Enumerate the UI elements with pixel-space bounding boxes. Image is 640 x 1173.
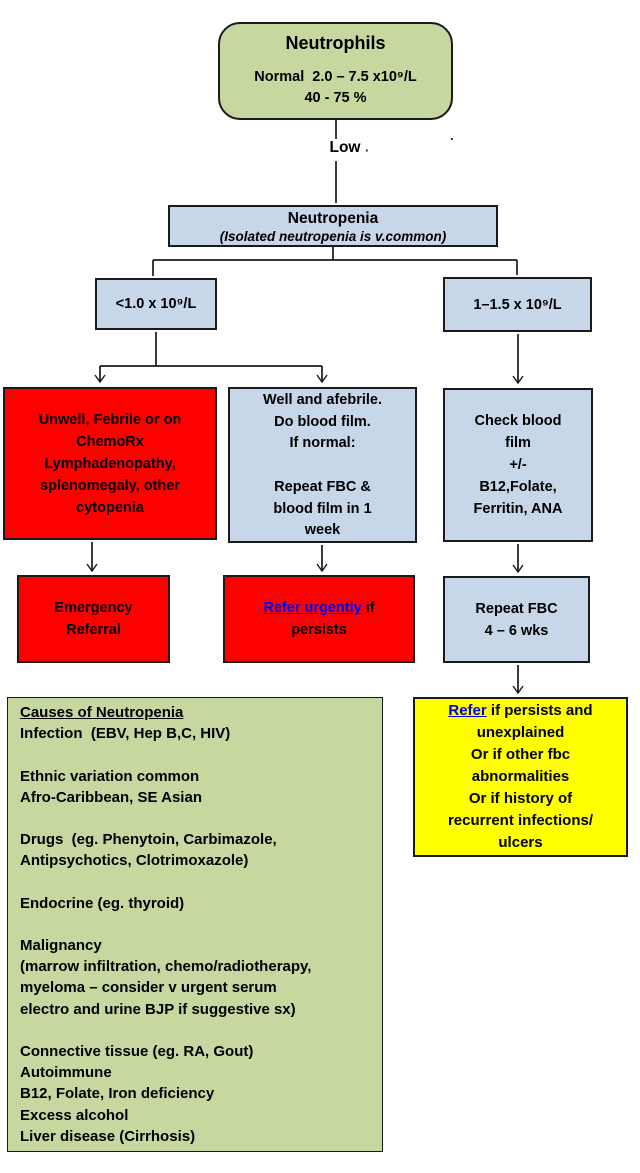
text-segment: Malignancy xyxy=(20,937,102,955)
text-segment: Do blood film. xyxy=(274,413,371,430)
text-segment: persists xyxy=(291,622,347,638)
text-line xyxy=(20,1041,370,1062)
text-line xyxy=(445,410,591,432)
text-segment: +/- xyxy=(509,457,527,473)
text-line xyxy=(445,598,588,620)
text-segment: if xyxy=(361,600,375,616)
text-segment: Endocrine (eg. thyroid) xyxy=(20,894,185,912)
text-segment: consider v urgent serum xyxy=(101,979,277,997)
text-line xyxy=(20,977,370,998)
text-line xyxy=(20,850,370,871)
text-line xyxy=(5,453,215,475)
node-emergency-referral xyxy=(17,575,170,663)
text-segment: Or if history of xyxy=(468,790,573,807)
text-segment: Normal 2.0 – 7.5 x10⁹/L xyxy=(254,69,417,85)
text-line xyxy=(220,88,451,109)
text-line xyxy=(20,872,370,893)
text-line xyxy=(415,700,626,722)
text-line xyxy=(20,787,370,808)
text-line xyxy=(230,432,415,454)
node-unwell-febrile xyxy=(3,387,217,540)
node-subtitle: (Isolated neutropenia is v.common) xyxy=(219,229,447,244)
text-segment: 40 - 75 % xyxy=(304,90,367,106)
text-line xyxy=(20,1126,370,1147)
text-segment: recurrent infections/ xyxy=(447,812,594,829)
text-line xyxy=(5,475,215,497)
text-segment: B12, Folate, Iron deficiency xyxy=(20,1085,215,1103)
text-line xyxy=(230,411,415,433)
text-line xyxy=(20,1062,370,1083)
text-segment: Well and afebrile. xyxy=(263,391,382,408)
node-check-blood-film xyxy=(443,388,593,542)
refer-urgently-link[interactable]: Refer urgently xyxy=(263,600,362,616)
text-segment: cytopenia xyxy=(76,499,144,516)
text-line xyxy=(20,702,370,723)
node-causes-of-neutropenia xyxy=(7,697,383,1152)
text-line xyxy=(415,788,626,810)
text-segment: Autoimmune xyxy=(20,1064,112,1082)
text-line xyxy=(230,498,415,520)
text-line xyxy=(415,766,626,788)
text-segment: Ferritin, ANA xyxy=(473,501,563,517)
node-title: Neutrophils xyxy=(285,33,386,53)
text-line xyxy=(5,431,215,453)
text-segment: Ethnic variation common xyxy=(20,767,200,785)
text-line xyxy=(20,935,370,956)
text-line xyxy=(20,1020,370,1041)
text-line xyxy=(415,832,626,854)
node-neutropenia xyxy=(168,205,498,247)
low-branch-label: Low xyxy=(329,139,361,156)
text-line xyxy=(20,999,370,1020)
text-line xyxy=(230,476,415,498)
text-segment: B12,Folate, xyxy=(479,479,557,495)
text-line xyxy=(19,597,168,619)
text-line xyxy=(230,519,415,541)
text-segment: abnormalities xyxy=(471,768,570,785)
text-line xyxy=(20,1105,370,1126)
stray-dot: · xyxy=(365,143,370,158)
text-segment: film xyxy=(505,435,531,451)
text-line xyxy=(5,409,215,431)
text-line xyxy=(5,497,215,519)
text-line xyxy=(20,956,370,977)
refer-link[interactable]: Refer xyxy=(448,702,487,719)
text-segment: (marrow infiltration, chemo/radiotherapy, xyxy=(20,958,312,976)
text-segment: Lymphadenopathy, xyxy=(44,455,176,472)
text-line xyxy=(445,454,591,476)
text-segment: Or if other fbc xyxy=(470,746,571,763)
threshold-label: 1–1.5 x 10⁹/L xyxy=(473,296,562,313)
text-segment: myeloma – xyxy=(20,979,102,997)
text-segment: Referral xyxy=(66,622,121,638)
text-segment: electro and urine BJP if suggestive sx) xyxy=(20,1000,296,1018)
text-line xyxy=(415,722,626,744)
text-line xyxy=(20,766,370,787)
text-segment: Check blood xyxy=(474,413,562,429)
text-line xyxy=(445,620,588,642)
text-segment: ulcers xyxy=(498,834,543,851)
text-segment: Connective tissue (eg. RA, Gout) xyxy=(20,1043,254,1060)
text-line xyxy=(220,67,451,88)
text-line xyxy=(415,810,626,832)
threshold-label: <1.0 x 10⁹/L xyxy=(115,296,197,312)
text-line xyxy=(225,619,413,641)
text-line xyxy=(20,893,370,914)
text-line xyxy=(19,619,168,641)
text-segment: Unwell, Febrile or on xyxy=(38,411,182,428)
text-segment: Repeat FBC xyxy=(475,600,558,617)
node-well-afebrile xyxy=(228,387,417,543)
text-segment: Repeat FBC & xyxy=(274,478,371,495)
node-refer-criteria xyxy=(413,697,628,857)
text-segment: Liver disease (Cirrhosis) xyxy=(20,1127,196,1145)
text-line xyxy=(20,744,370,765)
node-neutrophils xyxy=(218,22,453,120)
text-line xyxy=(445,432,591,454)
text-segment: Afro-Caribbean, SE Asian xyxy=(20,788,202,806)
text-segment: week xyxy=(304,522,341,539)
text-line xyxy=(20,1083,370,1104)
node-title: Neutropenia xyxy=(287,210,379,227)
node-repeat-fbc xyxy=(443,576,590,663)
normal-range-text xyxy=(220,67,451,109)
text-line xyxy=(20,723,370,744)
text-line xyxy=(20,829,370,850)
text-segment: Infection (EBV, Hep B,C, HIV) xyxy=(20,725,231,743)
text-segment: Causes of Neutropenia xyxy=(20,704,184,721)
text-segment: If normal: xyxy=(289,435,356,452)
node-refer-urgently xyxy=(223,575,415,663)
text-segment: Antipsychotics, Clotrimoxazole) xyxy=(20,852,249,870)
text-line xyxy=(225,597,413,619)
text-line xyxy=(230,389,415,411)
text-line xyxy=(445,498,591,520)
text-line xyxy=(230,454,415,476)
node-threshold-1-to-1-5 xyxy=(443,277,592,332)
text-line xyxy=(415,744,626,766)
text-segment: blood film in 1 xyxy=(273,500,372,517)
text-segment: ChemoRx xyxy=(76,433,144,450)
text-segment: splenomegaly, other xyxy=(40,477,180,494)
text-segment: Drugs (eg. Phenytoin, Carbimazole, xyxy=(20,831,277,849)
text-segment: Emergency xyxy=(54,600,133,616)
text-line xyxy=(20,808,370,829)
text-line xyxy=(20,914,370,935)
text-segment: 4 – 6 wks xyxy=(484,622,549,639)
node-threshold-below-1 xyxy=(95,278,217,330)
text-segment: Excess alcohol xyxy=(20,1106,129,1124)
text-segment: unexplained xyxy=(476,724,565,741)
stray-dot: . xyxy=(450,128,454,143)
text-line xyxy=(445,476,591,498)
text-segment: if persists and xyxy=(486,702,593,719)
